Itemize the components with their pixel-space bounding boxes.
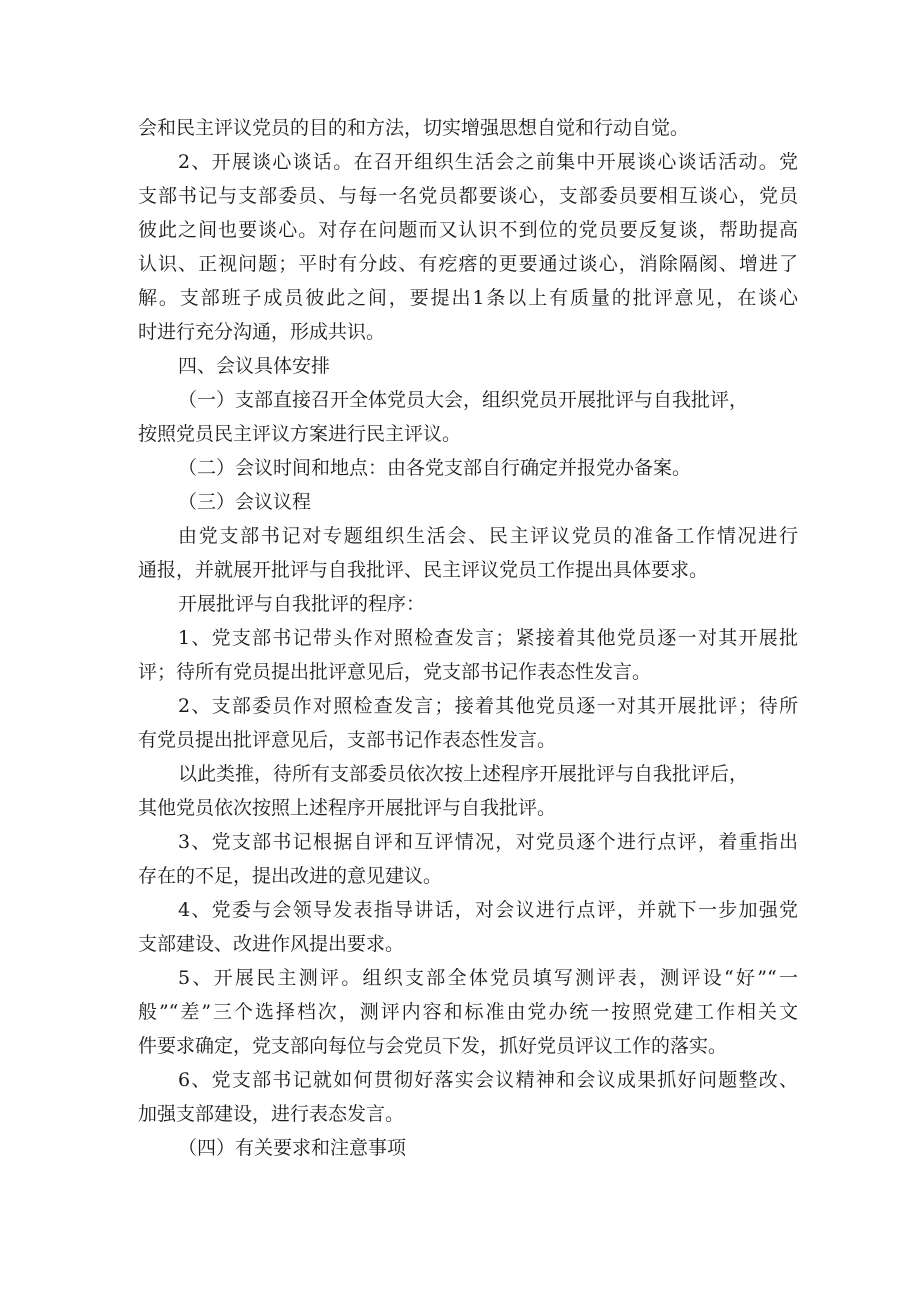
text-line: 3、党支部书记根据自评和互评情况，对党员逐个进行点评，着重指出 xyxy=(178,831,798,853)
text-line: 由党支部书记对专题组织生活会、民主评议党员的准备工作情况进行 xyxy=(178,525,798,547)
text-line: 2、开展谈心谈话。在召开组织生活会之前集中开展谈心谈话活动。党 xyxy=(178,151,798,173)
text-line: 有党员提出批评意见后，支部书记作表态性发言。 xyxy=(138,729,557,751)
text-line: 通报，并就展开批评与自我批评、民主评议党员工作提出具体要求。 xyxy=(138,559,709,581)
subsection-heading: （四）有关要求和注意事项 xyxy=(178,1137,407,1159)
text-line: 支部建设、改进作风提出要求。 xyxy=(138,933,405,955)
text-line: 彼此之间也要谈心。对存在问题而又认识不到位的党员要反复谈，帮助提高 xyxy=(138,219,798,241)
text-line: 6、党支部书记就如何贯彻好落实会议精神和会议成果抓好问题整改、 xyxy=(178,1069,798,1091)
text-line: 解。支部班子成员彼此之间，要提出1条以上有质量的批评意见，在谈心 xyxy=(138,287,798,309)
text-line: 认识、正视问题；平时有分歧、有疙瘩的更要通过谈心，消除隔阂、增进了 xyxy=(138,253,798,275)
text-line: （二）会议时间和地点：由各党支部自行确定并报党办备案。 xyxy=(178,457,692,479)
text-line: 加强支部建设，进行表态发言。 xyxy=(138,1103,405,1125)
text-line: 1、党支部书记带头作对照检查发言；紧接着其他党员逐一对其开展批 xyxy=(178,627,798,649)
text-line: 4、党委与会领导发表指导讲话，对会议进行点评，并就下一步加强党 xyxy=(178,899,798,921)
text-line: 开展批评与自我批评的程序： xyxy=(178,593,426,615)
text-line: 评；待所有党员提出批评意见后，党支部书记作表态性发言。 xyxy=(138,661,652,683)
text-line: 般”“差”三个选择档次，测评内容和标准由党办统一按照党建工作相关文 xyxy=(138,1001,798,1023)
text-line: 存在的不足，提出改进的意见建议。 xyxy=(138,865,443,887)
section-heading: 四、会议具体安排 xyxy=(178,355,331,377)
subsection-heading: （三）会议议程 xyxy=(178,491,312,513)
text-line: 以此类推，待所有支部委员依次按上述程序开展批评与自我批评后， xyxy=(178,763,749,785)
text-line: （一）支部直接召开全体党员大会，组织党员开展批评与自我批评， xyxy=(178,389,749,411)
text-line: 按照党员民主评议方案进行民主评议。 xyxy=(138,423,462,445)
text-line: 会和民主评议党员的目的和方法，切实增强思想自觉和行动自觉。 xyxy=(138,117,690,139)
text-line: 其他党员依次按照上述程序开展批评与自我批评。 xyxy=(138,797,557,819)
text-line: 5、开展民主测评。组织支部全体党员填写测评表，测评设“好”“一 xyxy=(178,967,798,989)
text-line: 2、支部委员作对照检查发言；接着其他党员逐一对其开展批评；待所 xyxy=(178,695,798,717)
text-line: 支部书记与支部委员、与每一名党员都要谈心，支部委员要相互谈心，党员 xyxy=(138,185,798,207)
text-line: 时进行充分沟通，形成共识。 xyxy=(138,321,386,343)
text-line: 件要求确定，党支部向每位与会党员下发，抓好党员评议工作的落实。 xyxy=(138,1035,728,1057)
